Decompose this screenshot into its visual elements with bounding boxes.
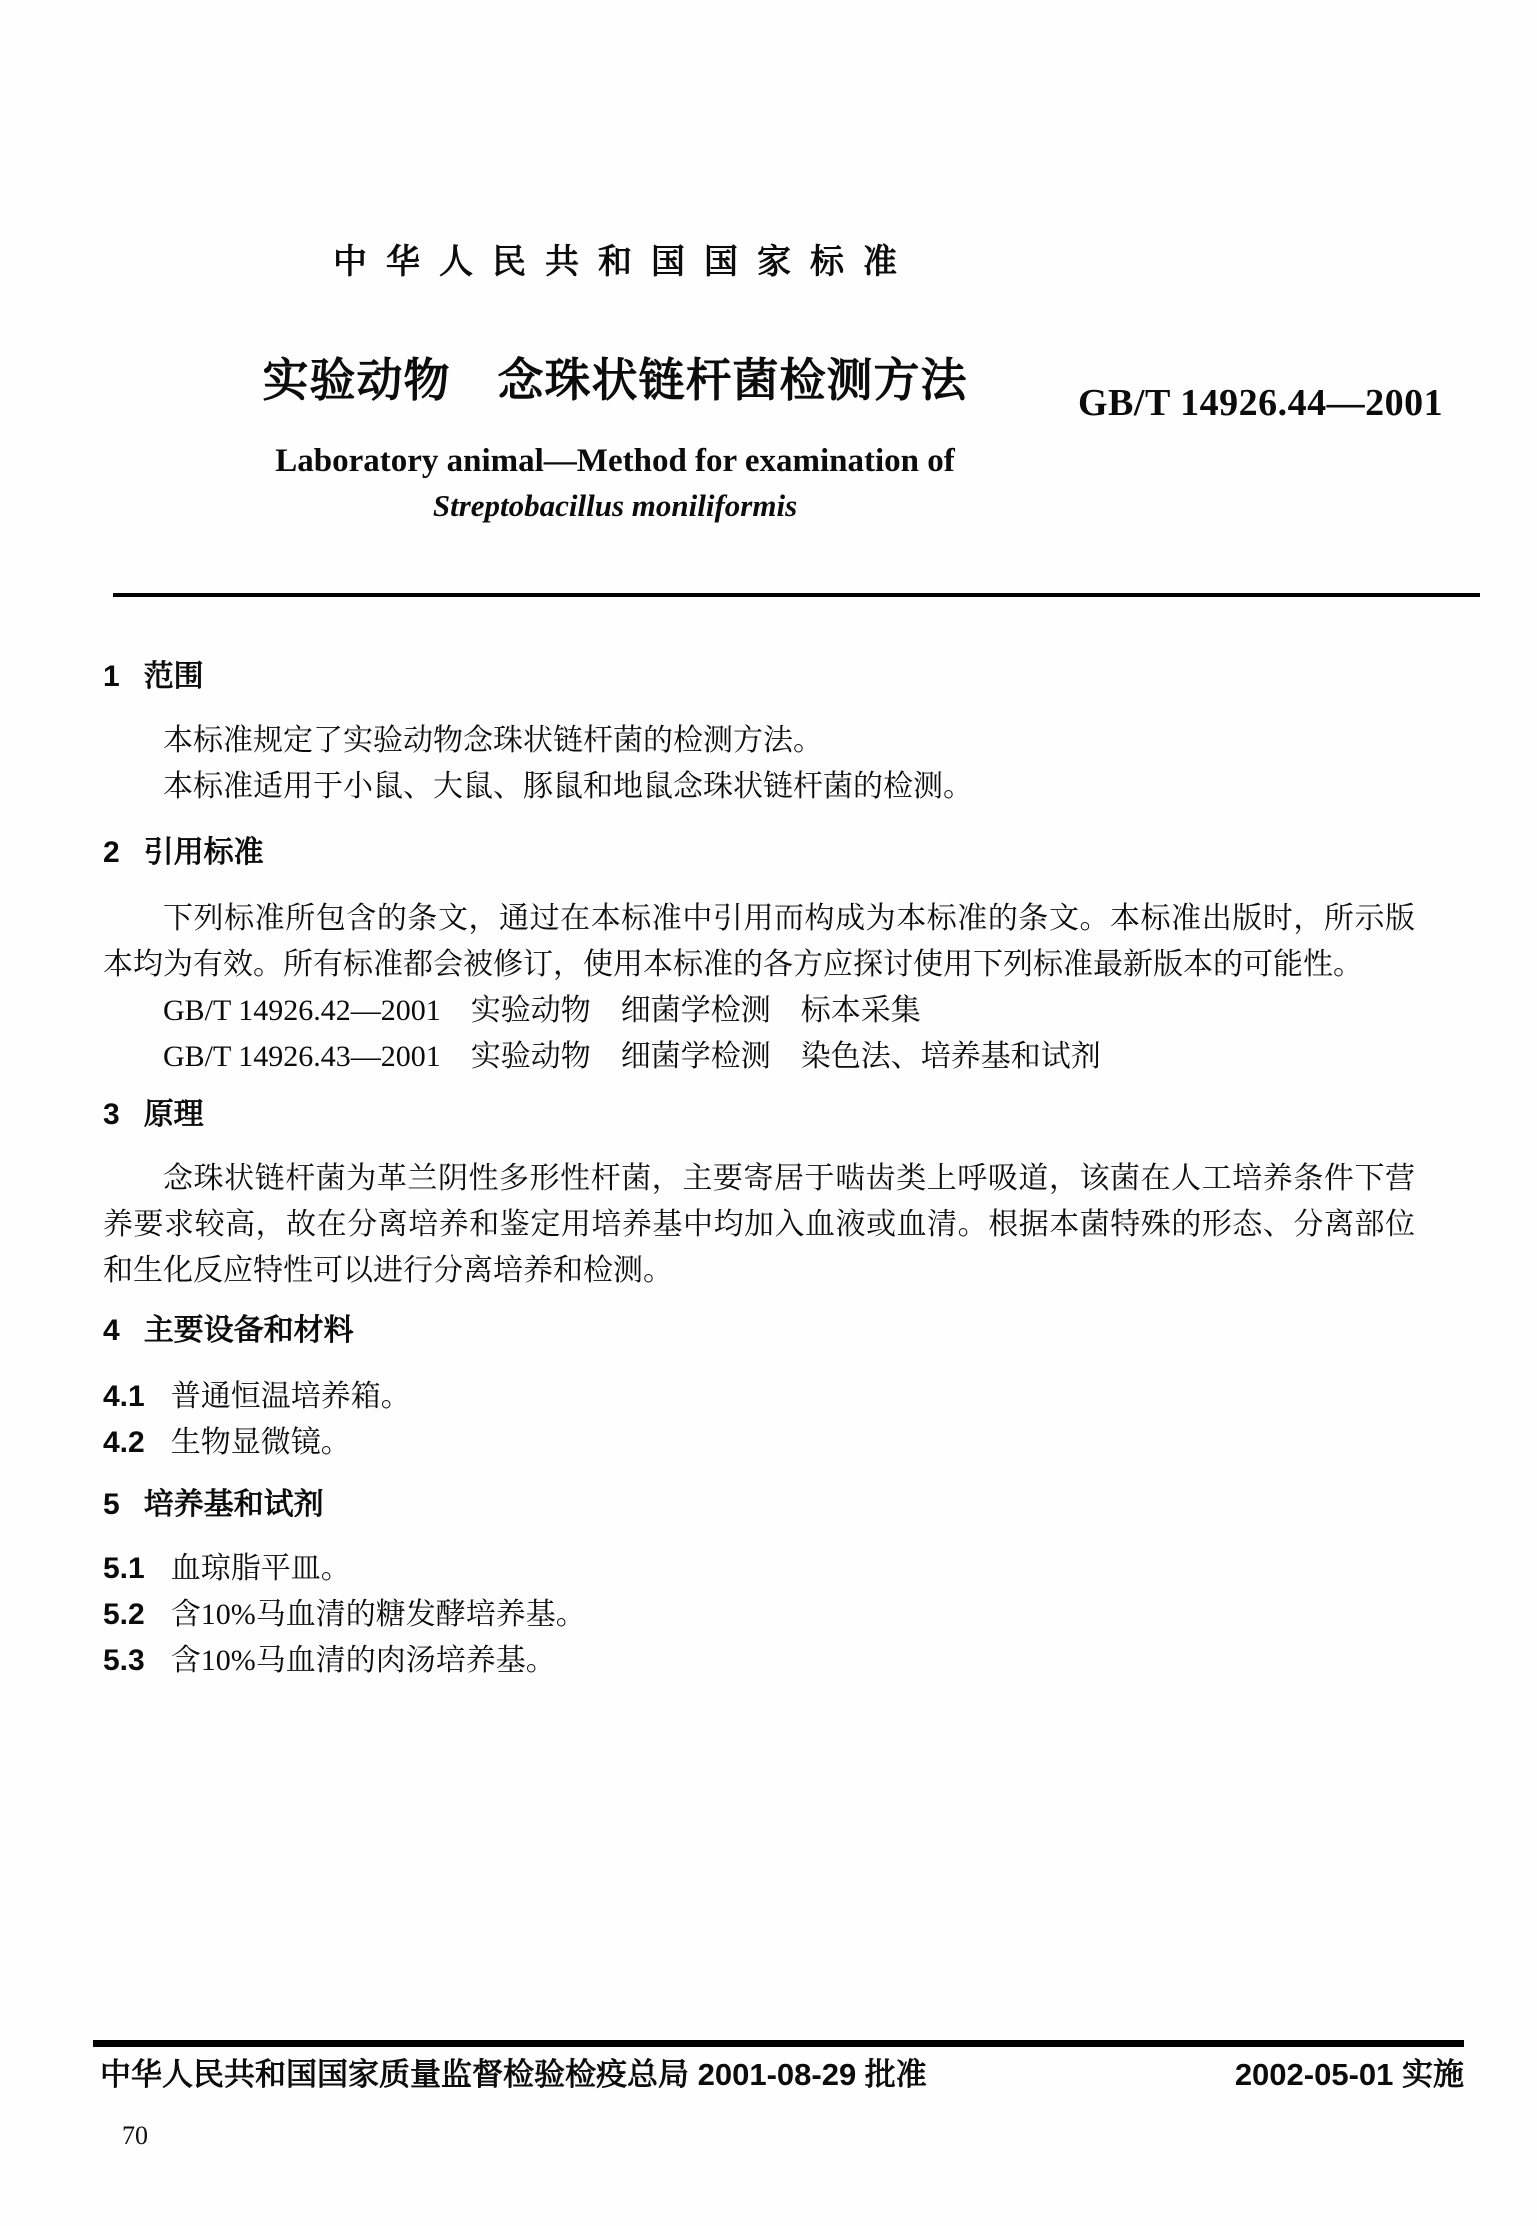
section-number: 4: [103, 1314, 120, 1347]
standard-title-chinese: 实验动物 念珠状链杆菌检测方法: [262, 354, 968, 406]
footer-divider-rule: [93, 2040, 1464, 2047]
paragraph: 下列标准所包含的条文，通过在本标准中引用而构成为本标准的条文。本标准出版时，所示版本均为有效。所有标准都会被修订，使用本标准的各方应探讨使用下列标准最新版本的可能性。: [103, 902, 1415, 981]
section-title: 原理: [143, 1098, 204, 1131]
list-item: [103, 1638, 1415, 1684]
list-item: [103, 1374, 1415, 1420]
list-item: [103, 1592, 1415, 1638]
national-standard-label: 中华人民共和国国家标准: [333, 243, 916, 281]
standard-title-english: Laboratory animal—Method for examination of: [275, 443, 955, 479]
section-number: 3: [103, 1098, 120, 1131]
standard-number: GB/T 14926.44—2001: [1078, 382, 1444, 424]
section-number: 5: [103, 1488, 120, 1521]
implementation-date: 2002-05-01 实施: [1234, 2057, 1464, 2092]
section-heading-references: [103, 836, 1415, 870]
item-number: 4.2: [103, 1426, 145, 1459]
document-body: [103, 658, 1415, 1684]
section-title: 培养基和试剂: [143, 1488, 324, 1521]
section-number: 2: [103, 836, 120, 869]
item-number: 5.1: [103, 1552, 145, 1585]
section-title: 引用标准: [143, 836, 264, 869]
section-heading-equipment: [103, 1314, 1415, 1348]
item-number: 4.1: [103, 1380, 145, 1413]
item-number: 5.2: [103, 1598, 145, 1631]
page-number: 70: [122, 2121, 148, 2150]
item-text: 含10%马血清的肉汤培养基。: [170, 1644, 556, 1677]
section-heading-scope: [103, 660, 1415, 694]
item-text: 生物显微镜。: [170, 1426, 351, 1459]
section-title: 范围: [143, 660, 204, 693]
item-text: 含10%马血清的糖发酵培养基。: [170, 1598, 586, 1631]
standard-title-species-name: Streptobacillus moniliformis: [432, 488, 798, 523]
referenced-standard: GB/T 14926.43—2001 实验动物 细菌学检测 染色法、培养基和试剂: [163, 1040, 1101, 1073]
list-item: [103, 1546, 1415, 1592]
item-number: 5.3: [103, 1644, 145, 1677]
approval-authority-and-date: 中华人民共和国国家质量监督检验检疫总局 2001-08-29 批准: [100, 2057, 927, 2092]
referenced-standard: GB/T 14926.42—2001 实验动物 细菌学检测 标本采集: [163, 994, 921, 1027]
section-heading-principle: [103, 1098, 1415, 1132]
paragraph: 念珠状链杆菌为革兰阴性多形性杆菌，主要寄居于啮齿类上呼吸道，该菌在人工培养条件下营养要求较高，故在分离培养和鉴定用培养基中均加入血液或血清。根据本菌特殊的形态、分离部位和生化反应特性可以进行分离培养和检测。: [103, 1162, 1415, 1287]
paragraph: 本标准规定了实验动物念珠状链杆菌的检测方法。: [163, 724, 823, 757]
header-divider-rule: [113, 593, 1480, 597]
item-text: 血琼脂平皿。: [170, 1552, 351, 1585]
section-heading-media-reagents: [103, 1488, 1415, 1522]
list-item: [103, 1420, 1415, 1466]
paragraph: 本标准适用于小鼠、大鼠、豚鼠和地鼠念珠状链杆菌的检测。: [163, 770, 973, 803]
item-text: 普通恒温培养箱。: [170, 1380, 411, 1413]
section-title: 主要设备和材料: [143, 1314, 354, 1347]
section-number: 1: [103, 660, 120, 693]
